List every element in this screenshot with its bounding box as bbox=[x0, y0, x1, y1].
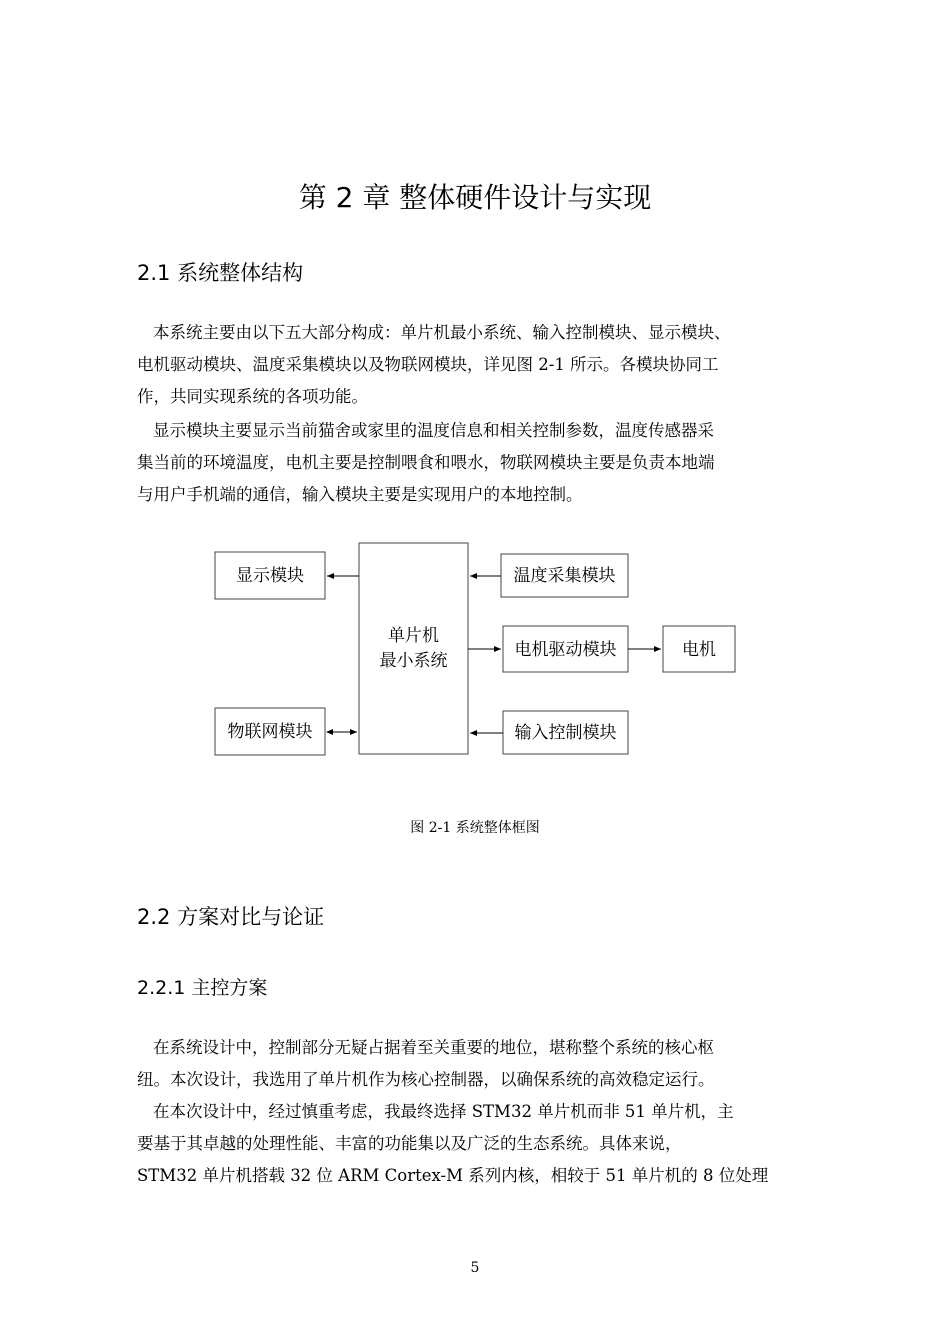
paragraph-line: 作，共同实现系统的各项功能。 bbox=[137, 387, 368, 406]
paragraph-line: 在本次设计中，经过慎重考虑，我最终选择 STM32 单片机而非 51 单片机，主 bbox=[153, 1102, 734, 1121]
paragraph-line: 集当前的环境温度，电机主要是控制喂食和喂水，物联网模块主要是负责本地端 bbox=[137, 453, 715, 472]
chapter-title: 第 2 章 整体硬件设计与实现 bbox=[298, 181, 652, 214]
paragraph-line: 本系统主要由以下五大部分构成：单片机最小系统、输入控制模块、显示模块、 bbox=[153, 323, 731, 342]
motor-driver-label: 电机驱动模块 bbox=[514, 640, 617, 660]
section-heading-2-2: 2.2 方案对比与论证 bbox=[137, 905, 325, 929]
paragraph-line: 电机驱动模块、温度采集模块以及物联网模块，详见图 2-1 所示。各模块协同工 bbox=[137, 355, 719, 374]
figure-caption: 图 2-1 系统整体框图 bbox=[410, 820, 540, 836]
paragraph-line: 显示模块主要显示当前猫舍或家里的温度信息和相关控制参数，温度传感器采 bbox=[153, 421, 714, 440]
iot-module-label: 物联网模块 bbox=[227, 722, 313, 742]
paragraph-line: 在系统设计中，控制部分无疑占据着至关重要的地位，堪称整个系统的核心枢 bbox=[153, 1038, 714, 1057]
mcu-label-line1: 单片机 bbox=[388, 626, 439, 646]
page-number: 5 bbox=[470, 1260, 480, 1276]
display-module-label: 显示模块 bbox=[236, 566, 304, 586]
mcu-box bbox=[359, 543, 468, 754]
motor-label: 电机 bbox=[682, 640, 716, 660]
mcu-label-line2: 最小系统 bbox=[379, 651, 448, 671]
paragraph-line: 纽。本次设计，我选用了单片机作为核心控制器，以确保系统的高效稳定运行。 bbox=[137, 1070, 715, 1089]
paragraph-line: 要基于其卓越的处理性能、丰富的功能集以及广泛的生态系统。具体来说， bbox=[137, 1134, 682, 1153]
subsection-heading-2-2-1: 2.2.1 主控方案 bbox=[137, 977, 268, 999]
temperature-module-label: 温度采集模块 bbox=[513, 566, 616, 586]
input-module-label: 输入控制模块 bbox=[514, 723, 617, 743]
paragraph-line: STM32 单片机搭载 32 位 ARM Cortex-M 系列内核，相较于 51 单片机的 8 位处理 bbox=[137, 1166, 769, 1185]
section-heading-2-1: 2.1 系统整体结构 bbox=[137, 261, 304, 285]
paragraph-line: 与用户手机端的通信，输入模块主要是实现用户的本地控制。 bbox=[137, 485, 583, 504]
